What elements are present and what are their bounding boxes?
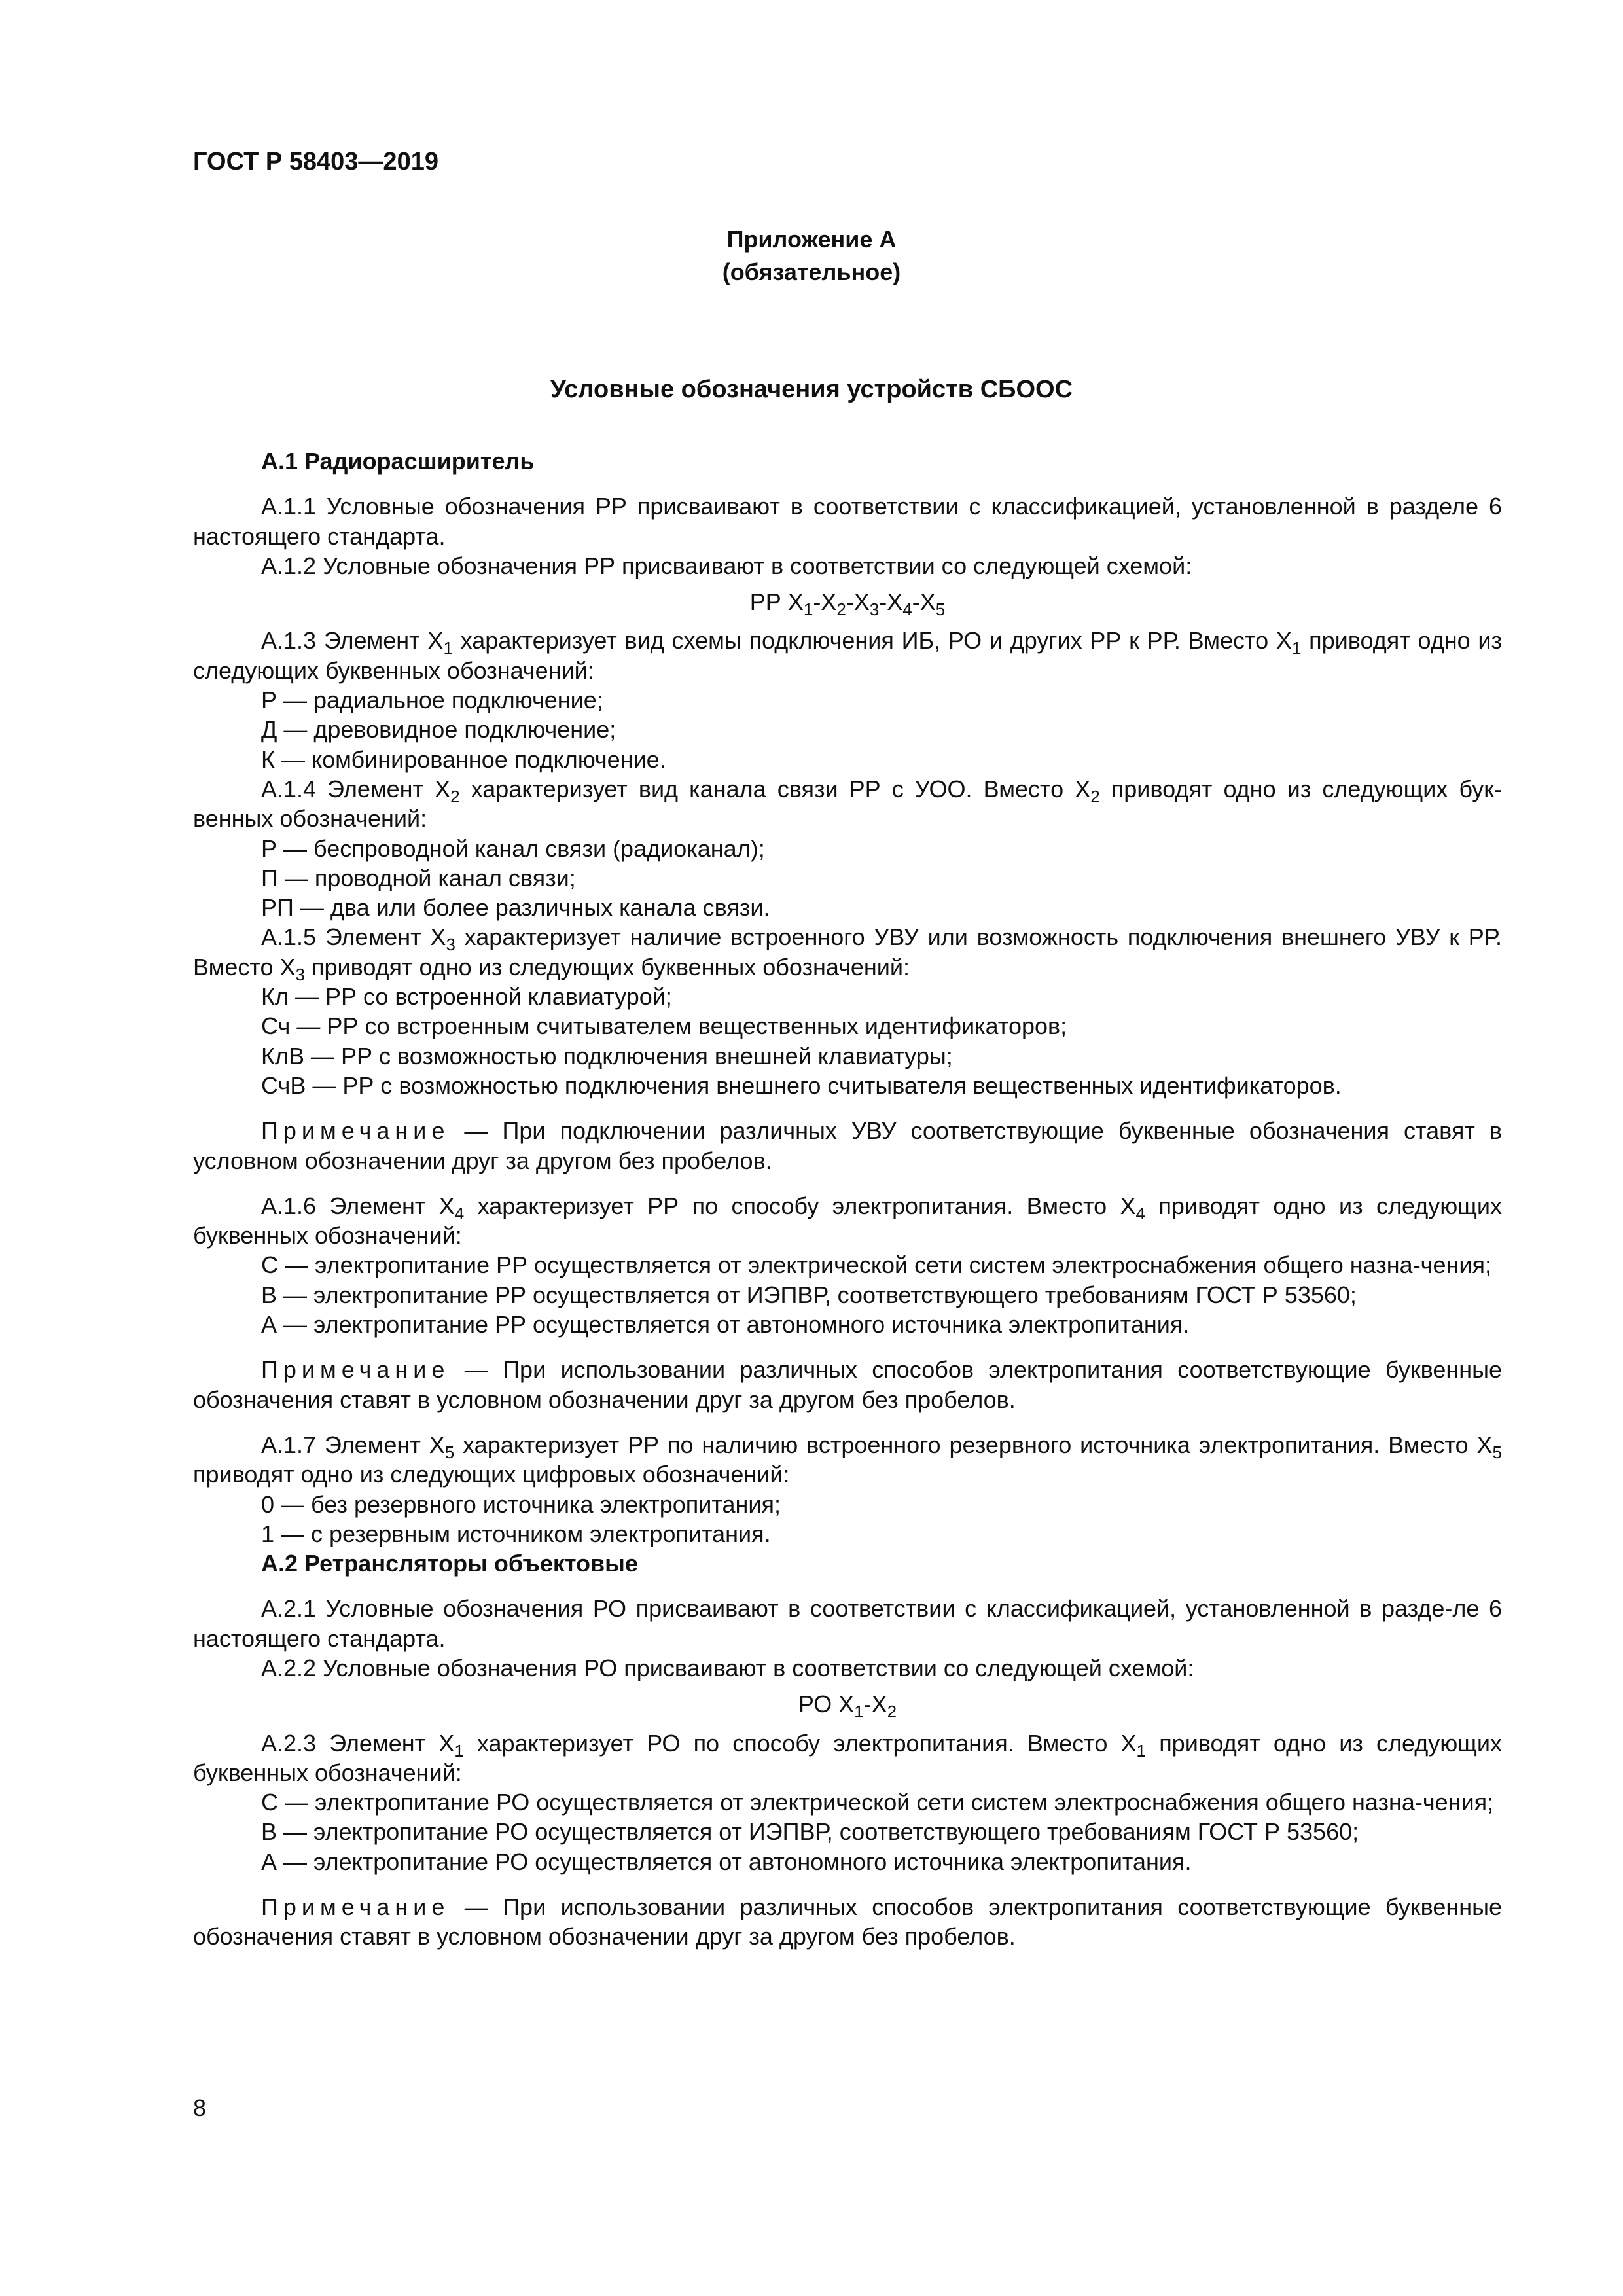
list-item: КлВ — РР с возможностью подключения внешней клавиатуры;	[261, 1042, 953, 1069]
appendix-type: (обязательное)	[722, 259, 901, 285]
list-item: С — электропитание РР осуществляется от электрической сети систем электроснабжения общего назна-чения;	[261, 1251, 1491, 1279]
list-item: РП — два или более различных канала связи.	[261, 894, 770, 922]
formula-ro: РО $X_1-X_2$	[798, 1691, 897, 1722]
list-item: С — электропитание РО осуществляется от электрической сети систем электроснабжения общего назна-чения;	[261, 1789, 1494, 1816]
document-body	[193, 446, 1502, 1952]
note-1: Примечание — При подключении различных УВУ соответствующие буквенные обозначения ставят в условном обозначении друг за другом без пробелов.	[193, 1117, 1502, 1174]
list-item: К — комбинированное подключение.	[261, 745, 666, 773]
paragraph-a2-3: А.2.3 Элемент $X_1$ характеризует РО по способу электропитания. Вместо $X_1$ приводят одно из следующих буквенных обозначений:	[193, 1729, 1503, 1786]
paragraph-a2-1: А.2.1 Условные обозначения РО присваивают в соответствии с классификацией, установленной в разде-ле 6 настоящего стандарта.	[193, 1595, 1502, 1652]
paragraph-a1-6: А.1.6 Элемент $X_4$ характеризует РР по способу электропитания. Вместо $X_4$ приводят одно из следующих буквенных обозначений:	[193, 1192, 1502, 1249]
paragraph-a2-2: А.2.2 Условные обозначения РО присваивают в соответствии со следующей схемой:	[261, 1654, 1194, 1681]
heading-a1: А.1 Радиорасширитель	[261, 448, 535, 475]
paragraph-a1-5: А.1.5 Элемент $X_3$ характеризует наличие встроенного УВУ или возможность подключения внешнего УВУ к РР. Вместо $X_3$ приводят одно из следующих буквенных обозначений:	[193, 924, 1503, 984]
formula-rr: РР $X_1-X_2-X_3-X_4-X_5$	[749, 588, 946, 620]
paragraph-a1-1: А.1.1 Условные обозначения РР присваивают в соответствии с классификацией, установленной в разделе 6 настоящего стандарта.	[193, 493, 1502, 550]
note-3: Примечание — При использовании различных способов электропитания соответствующие буквенные обозначения ставят в условном обозначении друг за другом без пробелов.	[193, 1893, 1502, 1950]
list-item: 1 — с резервным источником электропитания.	[261, 1520, 771, 1547]
document-id: ГОСТ Р 58403—2019	[193, 148, 438, 175]
list-item: В — электропитание РО осуществляется от ИЭПВР, соответствующего требованиям ГОСТ Р 53560;	[261, 1818, 1359, 1846]
list-item: А — электропитание РР осуществляется от автономного источника электропитания.	[261, 1311, 1190, 1338]
paragraph-a1-2: А.1.2 Условные обозначения РР присваивают в соответствии со следующей схемой:	[261, 552, 1192, 579]
list-item: Кл — РР со встроенной клавиатурой;	[261, 983, 672, 1011]
section-title: Условные обозначения устройств СБООС	[550, 376, 1073, 403]
paragraph-a1-4: А.1.4 Элемент $X_2$ характеризует вид канала связи РР с УОО. Вместо $X_2$ приводят одно из следующих бук-венных обозначений:	[193, 775, 1503, 833]
list-item: Р — беспроводной канал связи (радиоканал);	[261, 834, 765, 862]
paragraph-a1-3: А.1.3 Элемент $X_1$ характеризует вид схемы подключения ИБ, РО и других РР к РР. Вместо $X_1$ приводят одно из следующих буквенных обозначений:	[193, 627, 1503, 684]
list-item: 0 — без резервного источника электропитания;	[261, 1490, 781, 1518]
paragraph-a1-7: А.1.7 Элемент $X_5$ характеризует РР по наличию встроенного резервного источника электропитания. Вместо $X_5$ приводят одно из следующих цифровых обозначений:	[193, 1431, 1503, 1488]
note-2: Примечание — При использовании различных способов электропитания соответствующие буквенные обозначения ставят в условном обозначении друг за другом без пробелов.	[193, 1356, 1502, 1413]
list-item: СчВ — РР с возможностью подключения внешнего считывателя вещественных идентификаторов.	[261, 1071, 1342, 1099]
list-item: П — проводной канал связи;	[261, 864, 576, 891]
heading-a2: А.2 Ретрансляторы объектовые	[261, 1550, 638, 1577]
list-item: Сч — РР со встроенным считывателем вещественных идентификаторов;	[261, 1013, 1067, 1040]
list-item: Р — радиальное подключение;	[261, 687, 603, 714]
list-item: В — электропитание РР осуществляется от ИЭПВР, соответствующего требованиям ГОСТ Р 53560;	[261, 1281, 1357, 1308]
list-item: Д — древовидное подключение;	[261, 716, 616, 744]
list-item: А — электропитание РО осуществляется от автономного источника электропитания.	[261, 1848, 1192, 1875]
page-number: 8	[193, 2094, 207, 2121]
appendix-title: Приложение А	[726, 226, 897, 253]
